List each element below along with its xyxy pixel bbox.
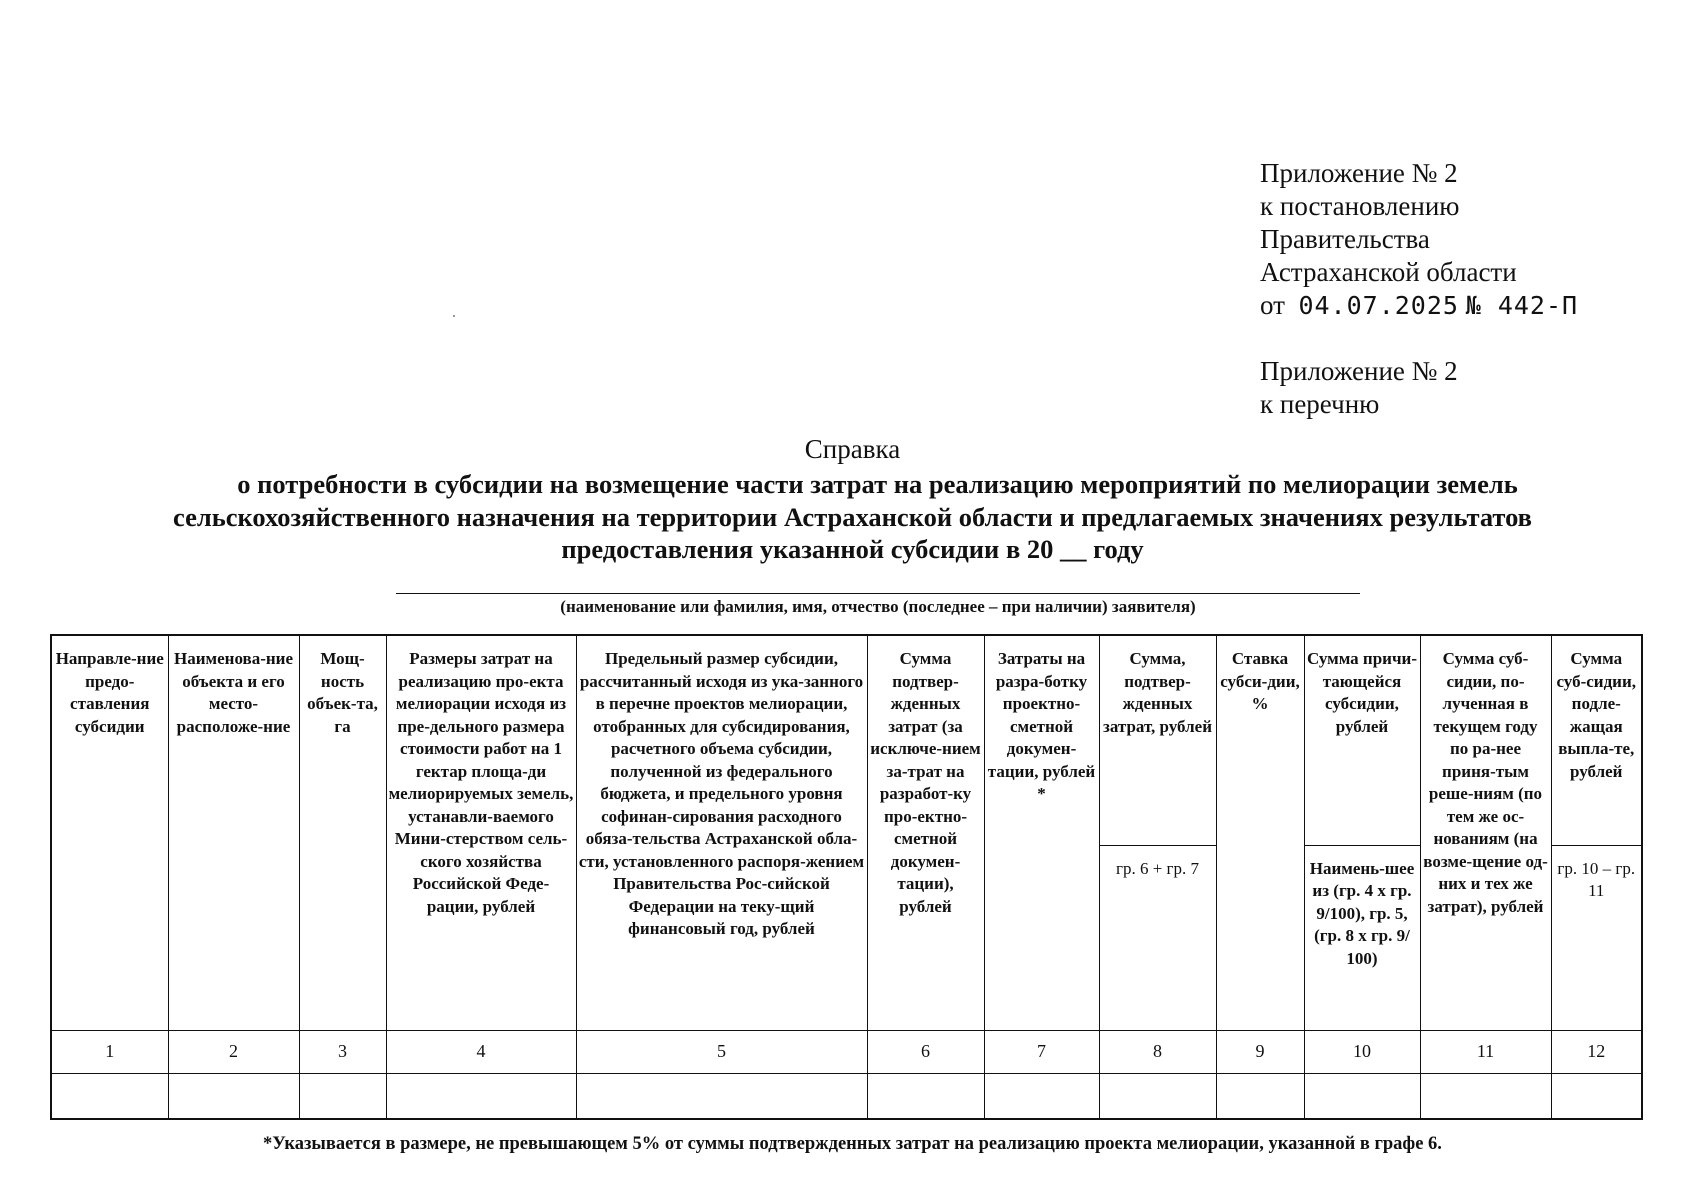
- header-col-9: Ставка субси-дии, %: [1216, 635, 1304, 1030]
- empty-cell: [867, 1073, 984, 1119]
- empty-cell: [576, 1073, 867, 1119]
- date-prefix: от: [1260, 290, 1285, 320]
- appendix-main-line3: Правительства: [1260, 224, 1430, 254]
- column-number: 12: [1551, 1030, 1642, 1073]
- empty-cell: [299, 1073, 386, 1119]
- appendix-main-line4: Астраханской области: [1260, 257, 1517, 287]
- resolution-number: № 442-П: [1465, 291, 1579, 320]
- applicant-caption: (наименование или фамилия, имя, отчество (последнее – при наличии) заявителя): [560, 597, 1196, 616]
- header-col-8: Сумма, подтвер-жденных затрат, рублей: [1099, 635, 1216, 845]
- column-number: 5: [576, 1030, 867, 1073]
- document-title: Справка: [804, 434, 901, 464]
- column-number: 4: [386, 1030, 576, 1073]
- column-number: 11: [1420, 1030, 1551, 1073]
- header-col-10: Сумма причи-тающейся субсидии, рублей: [1304, 635, 1420, 845]
- empty-cell: [168, 1073, 299, 1119]
- header-col-1: Направле-ние предо-ставления субсидии: [51, 635, 168, 1030]
- column-number-row: [51, 1030, 1642, 1073]
- header-col-2: Наименова-ние объекта и его место-расположе-ние: [168, 635, 299, 1030]
- empty-cell: [1551, 1073, 1642, 1119]
- empty-cell: [386, 1073, 576, 1119]
- appendix-main-block: [1260, 157, 1578, 322]
- empty-cell: [1304, 1073, 1420, 1119]
- header-col-4: Размеры затрат на реализацию про-екта мелиорации исходя из пре-дельного размера стоимости работ на 1 гектар площа-ди мелиорируемых земель, устанавли-ваемого Мини-стерством сель-ского хозяйства Российской Феде-рации, рублей: [386, 635, 576, 1030]
- subtitle-line-1: о потребности в субсидии на возмещение части затрат на реализацию мероприятий по мелиорации земель: [237, 469, 1518, 499]
- empty-cell: [1216, 1073, 1304, 1119]
- column-number: 8: [1099, 1030, 1216, 1073]
- resolution-date: 04.07.2025: [1298, 291, 1459, 320]
- column-number: 7: [984, 1030, 1099, 1073]
- subsidy-table: [50, 634, 1643, 1120]
- header-row: [51, 635, 1642, 845]
- subtitle-line-2: сельскохозяйственного назначения на территории Астраханской области и предлагаемых значениях результатов: [173, 502, 1532, 532]
- column-number: 6: [867, 1030, 984, 1073]
- appendix-list-line2: к перечню: [1260, 389, 1380, 419]
- empty-cell: [1099, 1073, 1216, 1119]
- empty-cell: [51, 1073, 168, 1119]
- header-col-6: Сумма подтвер-жденных затрат (за исключе-нием за-трат на разработ-ку про-ектно-сметной докумен-тации), рублей: [867, 635, 984, 1030]
- header-col-3: Мощ-ность объек-та, га: [299, 635, 386, 1030]
- empty-cell: [984, 1073, 1099, 1119]
- column-number: 2: [168, 1030, 299, 1073]
- footnote: *Указывается в размере, не превышающем 5% от суммы подтвержденных затрат на реализацию проекта мелиорации, указанной в графе 6.: [263, 1134, 1442, 1154]
- header-col-12: Сумма суб-сидии, подле-жащая выпла-те, рублей: [1551, 635, 1642, 845]
- formula-col-8: гр. 6 + гр. 7: [1099, 845, 1216, 1030]
- column-number: 10: [1304, 1030, 1420, 1073]
- appendix-main-line2: к постановлению: [1260, 191, 1460, 221]
- subtitle-line-3: предоставления указанной субсидии в 20 __ году: [561, 534, 1144, 564]
- header-col-5: Предельный размер субсидии, рассчитанный исходя из ука-занного в перечне проектов мелиорации, отобранных для субсидирования, расчетного объема субсидии, полученной из федерального бюджета, и предельного уровня софинан-сирования расходного обяза-тельства Астраханской обла-сти, установленного распоря-жением Правительства Рос-сийской Федерации на теку-щий финансовый год, рублей: [576, 635, 867, 1030]
- formula-col-12: гр. 10 – гр. 11: [1551, 845, 1642, 1030]
- appendix-main-line1: Приложение № 2: [1260, 158, 1458, 188]
- header-col-7: Затраты на разра-ботку проектно-сметной докумен-тации, рублей *: [984, 635, 1099, 1030]
- empty-cell: [1420, 1073, 1551, 1119]
- appendix-main-line5: [1260, 289, 1578, 322]
- formula-col-10: Наимень-шее из (гр. 4 х гр. 9/100), гр. 5, (гр. 8 х гр. 9/ 100): [1304, 845, 1420, 1030]
- column-number: 9: [1216, 1030, 1304, 1073]
- applicant-fill-line: [396, 593, 1360, 594]
- header-col-11: Сумма суб-сидии, по-лученная в текущем году по ра-нее приня-тым реше-ниям (по тем же ос-нованиям (на возме-щение од-них и тех же затрат), рублей: [1420, 635, 1551, 1030]
- scan-speck: [453, 315, 455, 317]
- column-number: 3: [299, 1030, 386, 1073]
- appendix-list-line1: Приложение № 2: [1260, 356, 1458, 386]
- column-number: 1: [51, 1030, 168, 1073]
- appendix-list-block: [1260, 355, 1458, 421]
- empty-data-row: [51, 1073, 1642, 1119]
